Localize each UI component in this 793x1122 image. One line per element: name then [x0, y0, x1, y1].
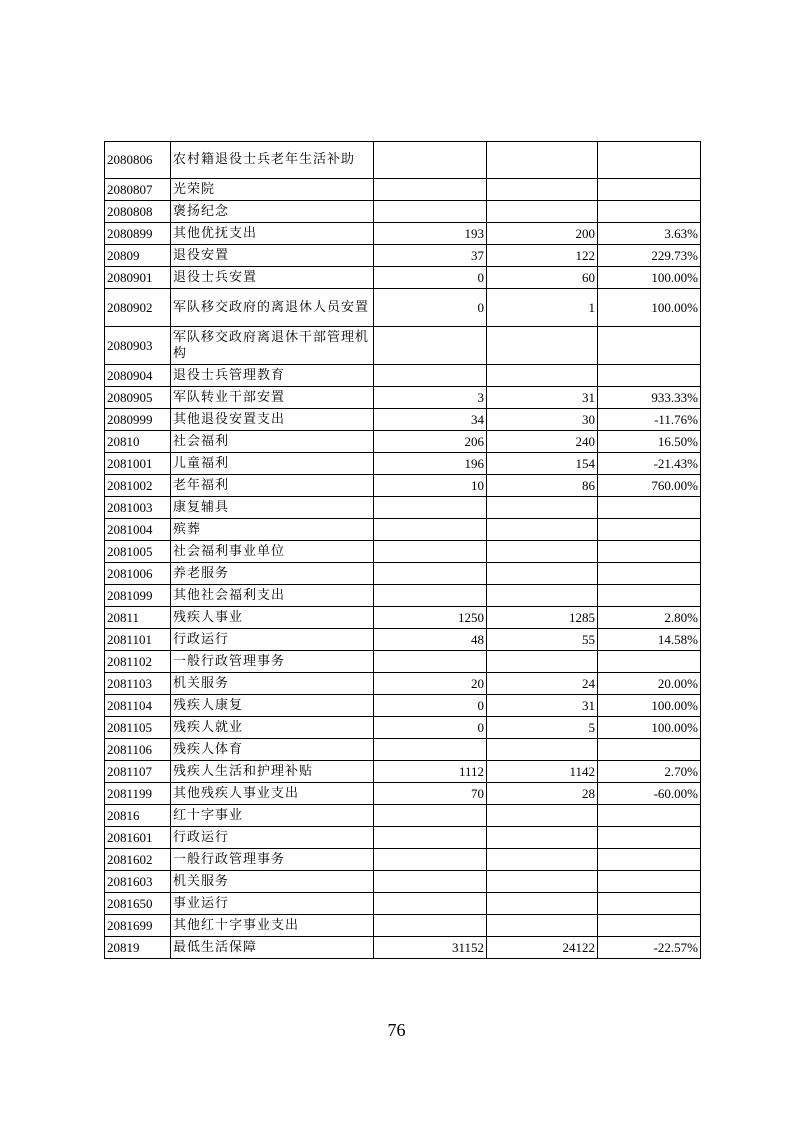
change-percent-cell: -60.00%	[598, 783, 701, 805]
table-row	[105, 673, 701, 695]
account-name-cell: 行政运行	[171, 629, 374, 651]
account-code-cell: 2080899	[105, 223, 171, 245]
table-row	[105, 695, 701, 717]
account-code-cell: 2081199	[105, 783, 171, 805]
account-code-cell: 2081603	[105, 871, 171, 893]
account-name-cell: 其他优抚支出	[171, 223, 374, 245]
account-name-cell: 红十字事业	[171, 805, 374, 827]
account-name-cell: 退役安置	[171, 245, 374, 267]
table-row	[105, 893, 701, 915]
value-a-cell	[374, 365, 487, 387]
value-a-cell: 31152	[374, 937, 487, 959]
value-a-cell	[374, 805, 487, 827]
value-b-cell	[487, 827, 598, 849]
value-b-cell: 30	[487, 409, 598, 431]
change-percent-cell: 229.73%	[598, 245, 701, 267]
change-percent-cell	[598, 585, 701, 607]
value-a-cell: 0	[374, 717, 487, 739]
value-a-cell	[374, 201, 487, 223]
change-percent-cell: 760.00%	[598, 475, 701, 497]
change-percent-cell	[598, 651, 701, 673]
change-percent-cell	[598, 871, 701, 893]
table-row	[105, 267, 701, 289]
account-code-cell: 2081001	[105, 453, 171, 475]
account-code-cell: 2081699	[105, 915, 171, 937]
account-name-cell: 最低生活保障	[171, 937, 374, 959]
value-b-cell: 1142	[487, 761, 598, 783]
value-a-cell: 70	[374, 783, 487, 805]
account-name-cell: 军队移交政府离退休干部管理机构	[171, 327, 374, 365]
value-a-cell: 10	[374, 475, 487, 497]
value-a-cell: 37	[374, 245, 487, 267]
account-name-cell: 机关服务	[171, 673, 374, 695]
account-name-cell: 残疾人就业	[171, 717, 374, 739]
change-percent-cell	[598, 142, 701, 179]
change-percent-cell	[598, 497, 701, 519]
value-b-cell	[487, 497, 598, 519]
account-code-cell: 2081602	[105, 849, 171, 871]
account-code-cell: 2080905	[105, 387, 171, 409]
value-a-cell	[374, 651, 487, 673]
change-percent-cell: -22.57%	[598, 937, 701, 959]
table-row	[105, 607, 701, 629]
value-a-cell	[374, 585, 487, 607]
value-a-cell: 20	[374, 673, 487, 695]
change-percent-cell: 100.00%	[598, 717, 701, 739]
value-a-cell	[374, 541, 487, 563]
value-a-cell: 3	[374, 387, 487, 409]
value-b-cell: 154	[487, 453, 598, 475]
value-b-cell	[487, 201, 598, 223]
value-b-cell: 240	[487, 431, 598, 453]
value-b-cell	[487, 893, 598, 915]
account-code-cell: 20810	[105, 431, 171, 453]
value-b-cell: 5	[487, 717, 598, 739]
change-percent-cell	[598, 519, 701, 541]
account-code-cell: 2080904	[105, 365, 171, 387]
table-row	[105, 915, 701, 937]
account-code-cell: 20819	[105, 937, 171, 959]
change-percent-cell	[598, 365, 701, 387]
account-code-cell: 2080807	[105, 179, 171, 201]
value-a-cell: 0	[374, 267, 487, 289]
table-row	[105, 245, 701, 267]
value-a-cell	[374, 519, 487, 541]
value-a-cell	[374, 327, 487, 365]
change-percent-cell	[598, 563, 701, 585]
value-b-cell: 24	[487, 673, 598, 695]
value-b-cell	[487, 805, 598, 827]
value-b-cell	[487, 365, 598, 387]
page-number: 76	[387, 1020, 406, 1040]
table-row	[105, 563, 701, 585]
value-b-cell: 1285	[487, 607, 598, 629]
value-a-cell: 1112	[374, 761, 487, 783]
account-name-cell: 残疾人生活和护理补贴	[171, 761, 374, 783]
table-row	[105, 365, 701, 387]
change-percent-cell	[598, 805, 701, 827]
value-b-cell: 31	[487, 695, 598, 717]
change-percent-cell: -21.43%	[598, 453, 701, 475]
account-name-cell: 一般行政管理事务	[171, 849, 374, 871]
table-row	[105, 849, 701, 871]
change-percent-cell	[598, 739, 701, 761]
change-percent-cell: 20.00%	[598, 673, 701, 695]
value-b-cell: 60	[487, 267, 598, 289]
value-b-cell	[487, 849, 598, 871]
account-code-cell: 2080808	[105, 201, 171, 223]
value-a-cell: 1250	[374, 607, 487, 629]
value-b-cell: 1	[487, 289, 598, 327]
table-row	[105, 629, 701, 651]
value-a-cell: 196	[374, 453, 487, 475]
account-code-cell: 2080903	[105, 327, 171, 365]
change-percent-cell	[598, 915, 701, 937]
account-name-cell: 殡葬	[171, 519, 374, 541]
account-code-cell: 20811	[105, 607, 171, 629]
change-percent-cell: 100.00%	[598, 267, 701, 289]
account-name-cell: 残疾人康复	[171, 695, 374, 717]
table-row	[105, 519, 701, 541]
account-code-cell: 2081104	[105, 695, 171, 717]
table-row	[105, 453, 701, 475]
account-name-cell: 一般行政管理事务	[171, 651, 374, 673]
value-b-cell: 200	[487, 223, 598, 245]
table-row	[105, 761, 701, 783]
value-a-cell: 0	[374, 695, 487, 717]
account-code-cell: 2080999	[105, 409, 171, 431]
account-code-cell: 2081102	[105, 651, 171, 673]
account-code-cell: 2081650	[105, 893, 171, 915]
value-a-cell: 193	[374, 223, 487, 245]
table-row	[105, 871, 701, 893]
table-row	[105, 937, 701, 959]
value-b-cell	[487, 541, 598, 563]
value-b-cell	[487, 563, 598, 585]
value-a-cell	[374, 142, 487, 179]
account-name-cell: 社会福利	[171, 431, 374, 453]
account-name-cell: 军队转业干部安置	[171, 387, 374, 409]
value-a-cell	[374, 827, 487, 849]
value-a-cell	[374, 893, 487, 915]
value-b-cell	[487, 519, 598, 541]
account-code-cell: 2081005	[105, 541, 171, 563]
table-row	[105, 585, 701, 607]
table-row	[105, 387, 701, 409]
value-b-cell	[487, 915, 598, 937]
account-name-cell: 褒扬纪念	[171, 201, 374, 223]
value-a-cell	[374, 563, 487, 585]
account-name-cell: 退役士兵安置	[171, 267, 374, 289]
value-a-cell	[374, 871, 487, 893]
change-percent-cell: -11.76%	[598, 409, 701, 431]
value-a-cell	[374, 849, 487, 871]
table-row	[105, 431, 701, 453]
table-row	[105, 497, 701, 519]
value-a-cell	[374, 179, 487, 201]
account-name-cell: 机关服务	[171, 871, 374, 893]
table-row	[105, 201, 701, 223]
budget-table	[104, 141, 701, 959]
account-code-cell: 2081105	[105, 717, 171, 739]
value-a-cell	[374, 497, 487, 519]
change-percent-cell	[598, 893, 701, 915]
account-code-cell: 2081002	[105, 475, 171, 497]
value-b-cell: 86	[487, 475, 598, 497]
budget-table-body	[105, 142, 701, 959]
table-row	[105, 739, 701, 761]
account-code-cell: 20816	[105, 805, 171, 827]
account-code-cell: 2081601	[105, 827, 171, 849]
value-b-cell: 122	[487, 245, 598, 267]
change-percent-cell: 16.50%	[598, 431, 701, 453]
account-code-cell: 20809	[105, 245, 171, 267]
account-code-cell: 2081006	[105, 563, 171, 585]
account-code-cell: 2081106	[105, 739, 171, 761]
value-b-cell: 24122	[487, 937, 598, 959]
change-percent-cell: 100.00%	[598, 289, 701, 327]
account-code-cell: 2081004	[105, 519, 171, 541]
account-name-cell: 军队移交政府的离退休人员安置	[171, 289, 374, 327]
table-row	[105, 179, 701, 201]
table-row	[105, 805, 701, 827]
value-a-cell: 206	[374, 431, 487, 453]
change-percent-cell: 2.80%	[598, 607, 701, 629]
account-name-cell: 康复辅具	[171, 497, 374, 519]
change-percent-cell	[598, 541, 701, 563]
value-b-cell: 55	[487, 629, 598, 651]
account-code-cell: 2081107	[105, 761, 171, 783]
value-b-cell	[487, 585, 598, 607]
value-b-cell	[487, 739, 598, 761]
account-name-cell: 残疾人事业	[171, 607, 374, 629]
table-row	[105, 541, 701, 563]
account-code-cell: 2081099	[105, 585, 171, 607]
account-name-cell: 光荣院	[171, 179, 374, 201]
account-name-cell: 事业运行	[171, 893, 374, 915]
table-row	[105, 717, 701, 739]
account-name-cell: 残疾人体育	[171, 739, 374, 761]
account-name-cell: 其他社会福利支出	[171, 585, 374, 607]
table-row	[105, 223, 701, 245]
change-percent-cell: 2.70%	[598, 761, 701, 783]
value-b-cell: 31	[487, 387, 598, 409]
table-row	[105, 475, 701, 497]
value-b-cell	[487, 142, 598, 179]
value-a-cell	[374, 739, 487, 761]
account-name-cell: 其他残疾人事业支出	[171, 783, 374, 805]
account-name-cell: 农村籍退役士兵老年生活补助	[171, 142, 374, 179]
account-name-cell: 老年福利	[171, 475, 374, 497]
change-percent-cell	[598, 827, 701, 849]
table-row	[105, 289, 701, 327]
table-row	[105, 409, 701, 431]
value-a-cell: 34	[374, 409, 487, 431]
value-b-cell	[487, 871, 598, 893]
account-name-cell: 其他红十字事业支出	[171, 915, 374, 937]
table-row	[105, 142, 701, 179]
value-b-cell: 28	[487, 783, 598, 805]
change-percent-cell: 3.63%	[598, 223, 701, 245]
change-percent-cell: 100.00%	[598, 695, 701, 717]
table-row	[105, 783, 701, 805]
account-code-cell: 2081103	[105, 673, 171, 695]
account-code-cell: 2081101	[105, 629, 171, 651]
account-code-cell: 2080902	[105, 289, 171, 327]
value-a-cell	[374, 915, 487, 937]
table-row	[105, 651, 701, 673]
account-code-cell: 2080901	[105, 267, 171, 289]
value-a-cell: 48	[374, 629, 487, 651]
account-name-cell: 儿童福利	[171, 453, 374, 475]
account-name-cell: 其他退役安置支出	[171, 409, 374, 431]
change-percent-cell: 933.33%	[598, 387, 701, 409]
change-percent-cell: 14.58%	[598, 629, 701, 651]
account-name-cell: 社会福利事业单位	[171, 541, 374, 563]
account-name-cell: 行政运行	[171, 827, 374, 849]
account-code-cell: 2081003	[105, 497, 171, 519]
account-name-cell: 退役士兵管理教育	[171, 365, 374, 387]
change-percent-cell	[598, 201, 701, 223]
value-b-cell	[487, 651, 598, 673]
value-b-cell	[487, 179, 598, 201]
change-percent-cell	[598, 327, 701, 365]
table-row	[105, 327, 701, 365]
account-name-cell: 养老服务	[171, 563, 374, 585]
value-b-cell	[487, 327, 598, 365]
change-percent-cell	[598, 849, 701, 871]
value-a-cell: 0	[374, 289, 487, 327]
change-percent-cell	[598, 179, 701, 201]
table-row	[105, 827, 701, 849]
account-code-cell: 2080806	[105, 142, 171, 179]
